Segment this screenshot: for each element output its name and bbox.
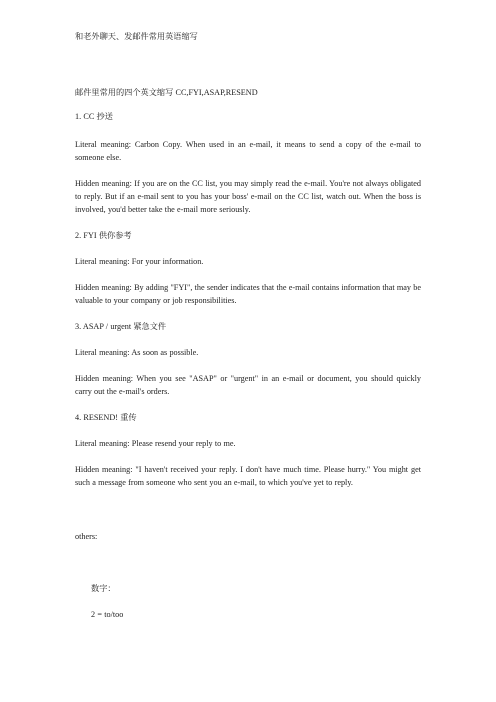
cc-hidden-meaning: Hidden meaning: If you are on the CC list, you may simply read the e-mail. You're not always obligated to reply. But if an e-mail sent to you has your boss' e-mail on the CC list, watch out. When the boss is involved, you'd better take the e-mail more seriously. — [75, 179, 421, 214]
resend-hidden-meaning: Hidden meaning: "I haven't received your reply. I don't have much time. Please hurry." You might get such a message from someone who sent you an e-mail, to which you've yet to reply. — [75, 465, 421, 487]
fyi-hidden-meaning: Hidden meaning: By adding "FYI", the sender indicates that the e-mail contains information that may be valuable to your company or job responsibilities. — [75, 283, 421, 305]
others-label: others: — [75, 532, 98, 541]
asap-hidden-meaning: Hidden meaning: When you see "ASAP" or "urgent" in an e-mail or document, you should quickly carry out the e-mail's orders. — [75, 374, 421, 396]
section-heading-fyi: 2. FYI 供你参考 — [75, 231, 132, 240]
section-heading-asap: 3. ASAP / urgent 紧急文件 — [75, 322, 167, 331]
document-subtitle: 邮件里常用的四个英文缩写 CC,FYI,ASAP,RESEND — [75, 88, 258, 97]
section-heading-resend: 4. RESEND! 重传 — [75, 413, 137, 422]
numbers-entry: 2 = to/too — [91, 610, 124, 619]
cc-literal-meaning: Literal meaning: Carbon Copy. When used in an e-mail, it means to send a copy of the e-mail to someone else. — [75, 140, 421, 162]
numbers-label: 数字： — [91, 584, 116, 593]
resend-literal-meaning: Literal meaning: Please resend your reply to me. — [75, 439, 236, 448]
fyi-literal-meaning: Literal meaning: For your information. — [75, 257, 204, 266]
asap-literal-meaning: Literal meaning: As soon as possible. — [75, 348, 199, 357]
section-heading-cc: 1. CC 抄送 — [75, 112, 113, 121]
document-title: 和老外聊天、发邮件常用英语缩写 — [75, 32, 198, 41]
